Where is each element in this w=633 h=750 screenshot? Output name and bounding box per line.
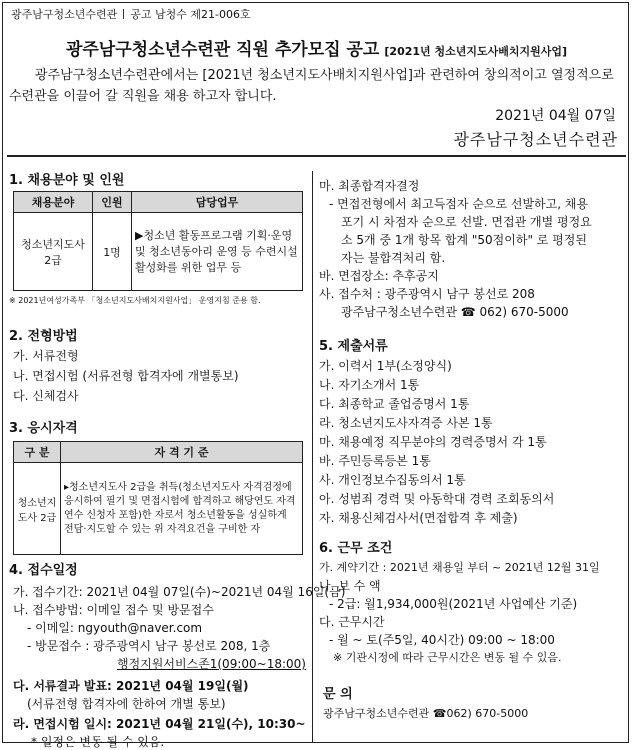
s5-item-8: 아. 성범죄 경력 및 아동학대 경력 조회동의서 (319, 492, 555, 506)
col-criteria: 자 격 기 준 (61, 442, 303, 463)
header-divider (7, 155, 626, 157)
section5-heading: 5. 제출서류 (319, 339, 388, 354)
section6-heading: 6. 근무 조건 (319, 541, 393, 556)
s5-item-2: 나. 자기소개서 1통 (319, 378, 420, 392)
cell-field: 청소년지도사 2급 (14, 213, 93, 291)
s4-visit-desk: 행정지원서비스존1(09:00~18:00) (117, 657, 306, 671)
s5-item-1: 가. 이력서 1부(소정양식) (319, 359, 452, 373)
section4-heading: 4. 접수일정 (9, 563, 78, 578)
column-divider (312, 171, 313, 743)
reception-address-2: 광주남구청소년수련관 ☎ 062) 670-5000 (341, 305, 569, 319)
s5-item-4: 라. 청소년지도사자격증 사본 1통 (319, 416, 493, 430)
col-field: 채용분야 (14, 192, 93, 213)
s2-item-2: 나. 면접시험 (서류전형 합격자에 개별통보) (13, 369, 239, 383)
s6-item-3: - 2급: 월1,934,000원(2021년 사업예산 기준) (329, 597, 578, 611)
col-duty: 담당업무 (132, 192, 303, 213)
reception-address: 사. 접수처 : 광주광역시 남구 봉선로 208 (319, 287, 535, 301)
cell-criteria: ▸청소년지도사 2급을 취득(청소년지도사 자격검정에 응시하여 필기 및 면접시험에 합격하고 해당연도 자격연수 신청자 포함)한 자로서 청소년활동을 성실하게 전담·지도할 수 있는 위 자격요건을 구비한 자 (61, 463, 303, 555)
section2-heading: 2. 전형방법 (9, 329, 78, 344)
s5-item-3: 다. 최종학교 졸업증명서 1통 (319, 397, 470, 411)
recruit-table (13, 191, 303, 291)
notice-label: 공고 (130, 8, 152, 21)
s6-item-4: 다. 근무시간 (319, 615, 385, 629)
final-line-4: 자는 불합격처리 함. (341, 251, 446, 265)
s4-interview-note: * 일정은 변동 될 수 있음. (31, 735, 165, 749)
notice-document (2, 2, 629, 749)
s4-visit: - 방문접수 : 광주광역시 남구 봉선로 208, 1층 (27, 639, 271, 653)
s6-item-6: ※ 기관시정에 따라 근무시간은 변동 될 수 있음. (333, 651, 562, 664)
s5-item-5: 마. 채용예정 직무분야의 경력증명서 각 1통 (319, 435, 547, 449)
intro-paragraph: 광주남구청소년수련관에서는 [2021년 청소년지도사배치지원사업]과 관련하여 창의적이고 열정적으로 수련관을 이끌어 갈 직원을 채용 하고자 합니다. (9, 68, 614, 104)
section3-heading: 3. 응시자격 (9, 421, 78, 436)
interview-place: 바. 면접장소: 추후공지 (319, 269, 439, 283)
s4-result: 다. 서류결과 발표: 2021년 04월 19일(월) (13, 679, 249, 693)
s6-item-5: - 월 ~ 토(주5일, 40시간) 09:00 ~ 18:00 (329, 633, 555, 647)
s2-item-3: 다. 신체검사 (13, 389, 79, 403)
org-tag: 광주남구청소년수련관 (11, 8, 118, 21)
s6-item-2: 나. 보 수 액 (319, 579, 381, 593)
col-type: 구 분 (14, 442, 61, 463)
issue-date: 2021년 04월 07일 (495, 108, 616, 124)
s4-period: 가. 접수기간: 2021년 04월 07일(수)~2021년 04월 16일(금) (13, 585, 346, 599)
final-line-1: - 면접전형에서 최고득점자 순으로 선발하고, 채용 (329, 197, 589, 211)
final-heading: 마. 최종합격자결정 (319, 179, 420, 193)
title-sub: [2021년 청소년지도사배치지원사업] (384, 45, 568, 58)
s6-item-1: 가. 계약기간 : 2021년 채용일 부터 ~ 2021년 12월 31일 (319, 561, 600, 574)
final-line-2: 포기 시 차점자 순으로 선발. 면접관 개별 평정요 (341, 215, 592, 229)
cell-type: 청소년지도사 2급 (14, 463, 61, 555)
document-title (3, 35, 630, 60)
section1-note: ※ 2021년여성가족부 「청소년지도사배치지원사업」 운영지침 준용 함. (9, 296, 261, 305)
cell-duty: ▶청소년 활동프로그램 기획·운영 및 청소년동아리 운영 등 수련시설 활성화를 위한 업무 등 (132, 213, 303, 291)
s5-item-6: 바. 주민등록등본 1통 (319, 454, 431, 468)
section1-heading: 1. 채용분야 및 인원 (9, 173, 125, 188)
qualification-table (13, 441, 303, 555)
final-line-3: 소 5개 중 1개 항목 합계 "50점이하" 로 평정된 (341, 233, 587, 247)
s4-method: 나. 접수방법: 이메일 접수 및 방문접수 (13, 603, 214, 617)
s2-item-1: 가. 서류전형 (13, 349, 79, 363)
issuer-name: 광주남구청소년수련관 (453, 130, 618, 149)
contact-line: 광주남구청소년수련관 ☎062) 670-5000 (323, 707, 529, 720)
s5-item-7: 사. 개인정보수집동의서 1통 (319, 473, 466, 487)
cell-count: 1명 (93, 213, 132, 291)
title-main: 광주남구청소년수련관 직원 추가모집 공고 (65, 40, 380, 60)
s4-result-note: (서류전형 합격자에 한하여 개별 통보) (27, 697, 226, 711)
s4-interview: 라. 면접시험 일시: 2021년 04월 21일(수), 10:30~ (13, 717, 306, 731)
contact-heading: 문 의 (323, 687, 353, 702)
notice-header (11, 6, 251, 22)
s5-item-9: 자. 채용신체검사서(면접합격 후 제출) (319, 511, 518, 525)
s4-email: - 이메일: ngyouth@naver.com (27, 621, 203, 635)
col-count: 인원 (93, 192, 132, 213)
notice-number: 남청수 제21-006호 (155, 8, 251, 21)
